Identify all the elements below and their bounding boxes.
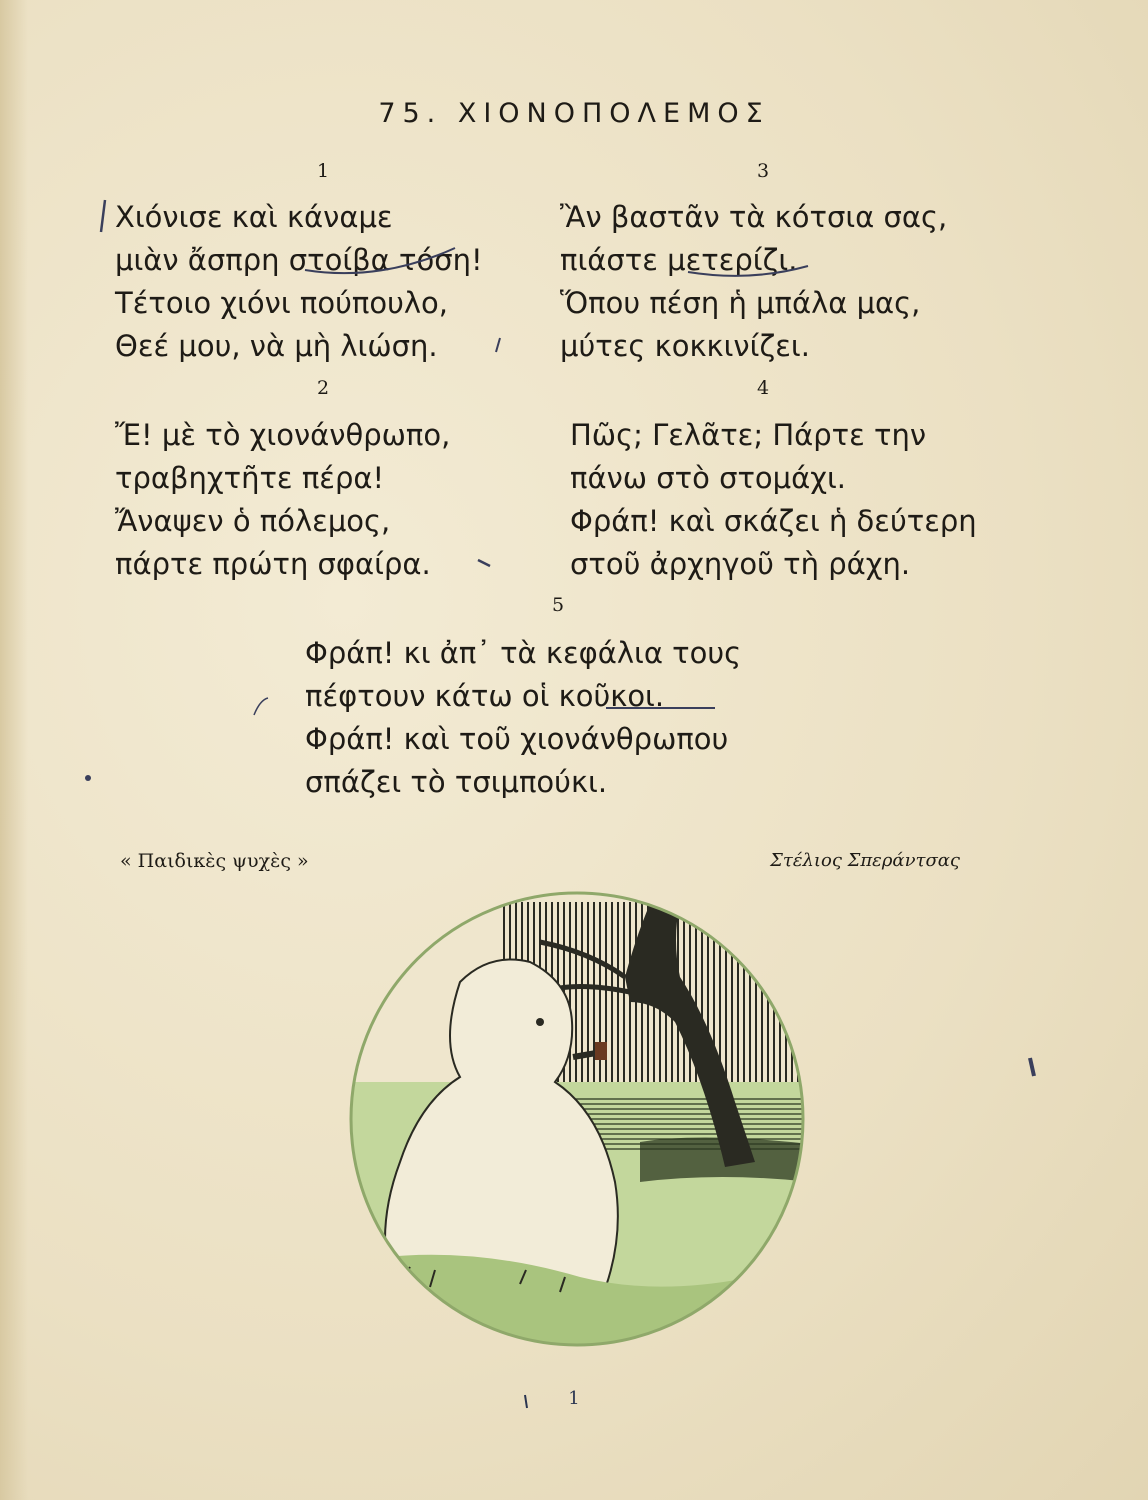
stanza-4-line-4: στοῦ ἀρχηγοῦ τὴ ράχη.	[570, 547, 911, 581]
author-name: Στέλιος Σπεράντσας	[770, 850, 960, 871]
stanza-number-1: 1	[317, 160, 330, 182]
page-number: 1	[568, 1388, 580, 1409]
stanza-4-line-2: πάνω στὸ στομάχι.	[570, 461, 847, 495]
stanza-1-line-2: μιὰν ἄσπρη στοίβα τόση!	[115, 243, 483, 277]
source-citation: « Παιδικὲς ψυχὲς »	[120, 850, 309, 872]
stanza-1	[115, 196, 483, 368]
pencil-mark-end	[496, 338, 500, 352]
pencil-mark-right	[1030, 1058, 1034, 1076]
stanza-5	[305, 632, 741, 804]
stanza-number-3: 3	[757, 160, 770, 182]
stanza-4-line-3: Φράπ! καὶ σκάζει ἡ δεύτερη	[570, 504, 977, 538]
stanza-2-line-1: Ἔ! μὲ τὸ χιονάνθρωπο,	[115, 418, 451, 452]
stanza-number-2: 2	[317, 377, 330, 399]
snowman-eye	[536, 1018, 544, 1026]
page-title: 75. ΧΙΟΝΟΠΟΛΕΜΟΣ	[378, 98, 770, 129]
stanza-3-line-1: Ἂν βαστᾶν τὰ κότσια σας,	[560, 200, 948, 234]
snowman-illustration	[340, 882, 815, 1357]
stanza-3-line-3: Ὅπου πέση ἡ μπάλα μας,	[560, 286, 921, 320]
stanza-number-5: 5	[552, 594, 565, 616]
page-gutter	[0, 0, 28, 1500]
stanza-4-line-1: Πῶς; Γελᾶτε; Πάρτε την	[570, 418, 927, 452]
pipe-bowl	[595, 1042, 607, 1060]
pencil-mark-start	[101, 200, 105, 232]
stanza-number-4: 4	[757, 377, 770, 399]
stanza-4	[570, 414, 977, 586]
stanza-3	[560, 196, 947, 368]
stanza-2-line-4: πάρτε πρώτη σφαίρα.	[115, 547, 431, 581]
stanza-1-line-4: Θεέ μου, νὰ μὴ λιώση.	[115, 329, 438, 363]
stanza-3-line-4: μύτες κοκκινίζει.	[560, 329, 810, 363]
stanza-3-line-2: πιάστε μετερίζι.	[560, 243, 798, 277]
stanza-2-line-3: Ἄναψεν ὁ πόλεμος,	[115, 504, 391, 538]
stanza-1-line-1: Χιόνισε καὶ κάναμε	[115, 200, 393, 234]
stanza-5-line-4: σπάζει τὸ τσιμπούκι.	[305, 765, 608, 799]
stanza-5-line-2: πέφτουν κάτω οἱ κοῦκοι.	[305, 679, 665, 713]
stanza-5-line-1: Φράπ! κι ἀπ᾿ τὰ κεφάλια τους	[305, 636, 742, 670]
stanza-5-line-3: Φράπ! καὶ τοῦ χιονάνθρωπου	[305, 722, 729, 756]
pencil-tick	[478, 560, 490, 566]
stanza-2-line-2: τραβηχτῆτε πέρα!	[115, 461, 385, 495]
pencil-dot	[85, 775, 91, 781]
stanza-1-line-3: Τέτοιο χιόνι πούπουλο,	[115, 286, 448, 320]
stanza-2	[115, 414, 450, 586]
pencil-stroke	[254, 698, 268, 715]
